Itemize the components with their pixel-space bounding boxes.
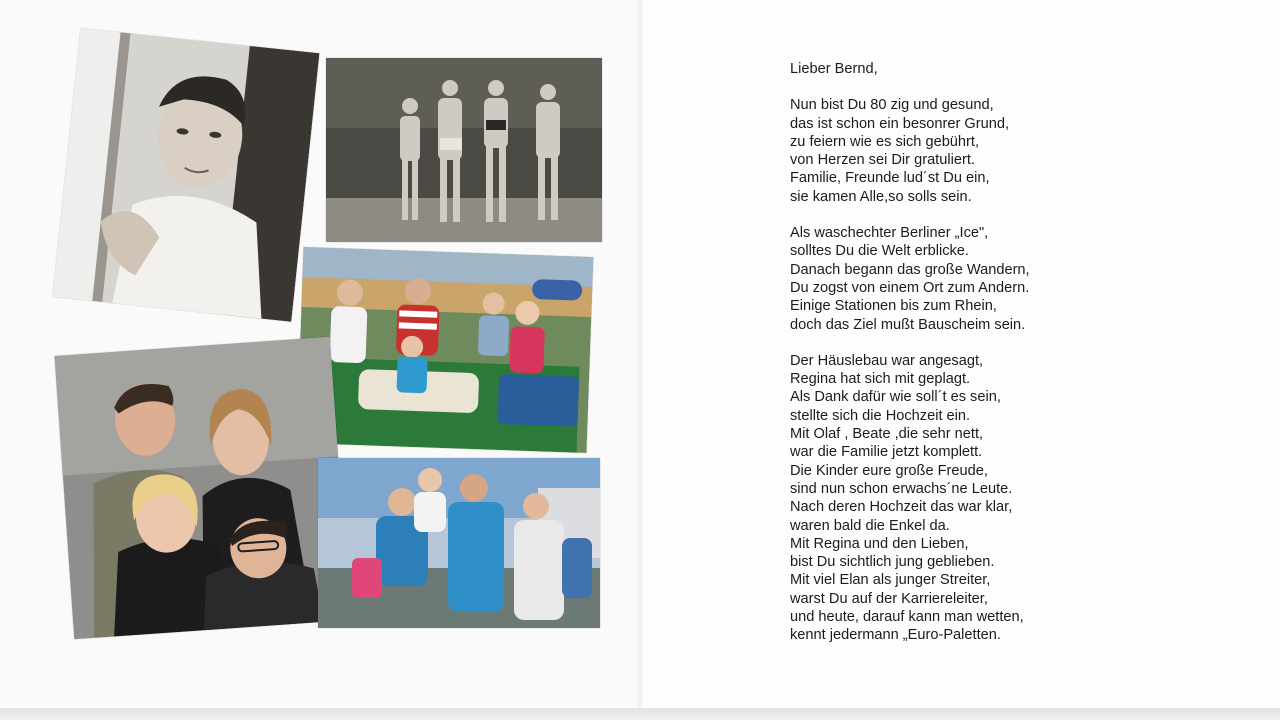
poem-line: Familie, Freunde lud´st Du ein, (790, 170, 990, 187)
poem-line: Einige Stationen bis zum Rhein, (790, 298, 997, 315)
poem-line: Mit viel Elan als junger Streiter, (790, 572, 991, 589)
poem-line: sind nun schon erwachs´ne Leute. (790, 480, 1013, 497)
poem-stanza-3 (790, 352, 1210, 645)
page-bottom-edge (0, 708, 1280, 720)
birthday-poem (790, 60, 1210, 663)
poem-line: bist Du sichtlich jung geblieben. (790, 554, 995, 571)
poem-line: kennt jedermann „Euro-Paletten. (790, 627, 1001, 644)
poem-line: Mit Regina und den Lieben, (790, 535, 969, 552)
color-family-photo-icon (297, 247, 594, 453)
poem-line: stellte sich die Hochzeit ein. (790, 407, 971, 424)
poem-line: Nun bist Du 80 zig und gesund, (790, 97, 994, 114)
poem-line: waren bald die Enkel da. (790, 517, 950, 534)
family-portrait-photo (54, 337, 349, 640)
poem-line: Als Dank dafür wie soll´t es sein, (790, 389, 1001, 406)
family-fair-photo (297, 247, 594, 453)
family-outdoor-photo (318, 458, 600, 628)
poem-line: war die Familie jetzt komplett. (790, 444, 983, 461)
poem-line: sie kamen Alle,so solls sein. (790, 188, 972, 205)
poem-line: solltes Du die Welt erblicke. (790, 243, 969, 260)
color-portrait-photo-icon (54, 337, 349, 640)
poem-line: von Herzen sei Dir gratuliert. (790, 152, 975, 169)
poem-line: Als waschechter Berliner „Ice", (790, 225, 989, 242)
poem-line: Der Häuslebau war angesagt, (790, 352, 984, 369)
poem-line: das ist schon ein besonrer Grund, (790, 115, 1010, 132)
poem-line: und heute, darauf kann man wetten, (790, 609, 1024, 626)
poem-stanza-1 (790, 96, 1210, 206)
poem-line: zu feiern wie es sich gebührt, (790, 133, 980, 150)
poem-line: Danach begann das große Wandern, (790, 261, 1030, 278)
poem-line: Die Kinder eure große Freude, (790, 462, 988, 479)
poem-stanza-2 (790, 224, 1210, 334)
poem-line: warst Du auf der Karriereleiter, (790, 590, 988, 607)
poem-line: Regina hat sich mit geplagt. (790, 371, 971, 388)
color-group-photo-icon (318, 458, 600, 628)
young-man-portrait-photo (53, 28, 320, 322)
poem-line: doch das Ziel mußt Bauscheim sein. (790, 316, 1026, 333)
bw-group-photo-icon (326, 58, 602, 242)
beach-group-photo (326, 58, 602, 242)
page-gutter (638, 0, 642, 710)
poem-line: Mit Olaf , Beate ,die sehr nett, (790, 426, 984, 443)
bw-portrait-photo-icon (53, 28, 320, 322)
poem-line: Nach deren Hochzeit das war klar, (790, 499, 1013, 516)
poem-greeting: Lieber Bernd, (790, 61, 878, 77)
poem-line: Du zogst von einem Ort zum Andern. (790, 279, 1030, 296)
